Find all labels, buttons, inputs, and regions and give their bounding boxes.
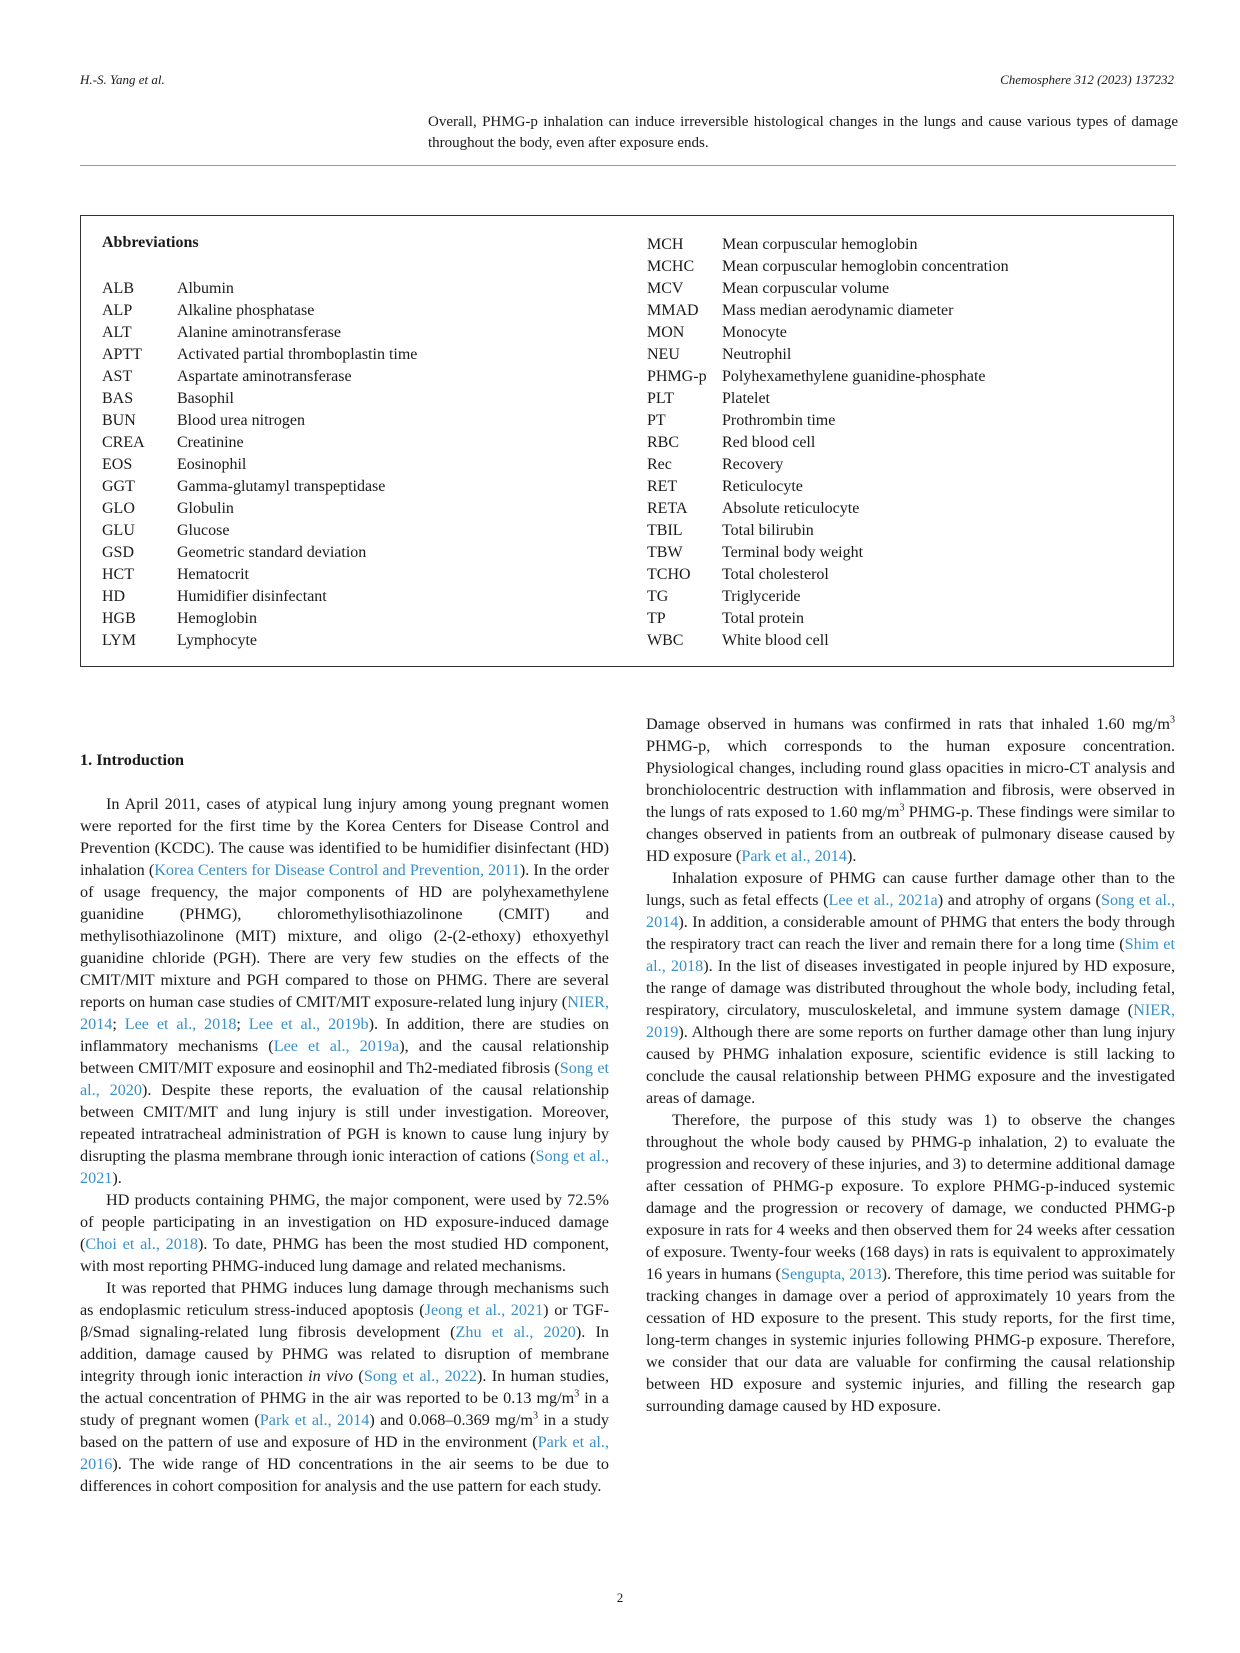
abbreviation-definition: Polyhexamethylene guanidine-phosphate xyxy=(722,368,986,385)
abbreviation-term: TCHO xyxy=(647,566,691,583)
citation-link[interactable]: Park et al., 2014 xyxy=(741,847,847,865)
abbreviation-row xyxy=(647,586,1009,608)
body-text: It was reported that PHMG induces lung damage through mechanisms such as endoplasmic reticulum stress-induced apoptosis ( xyxy=(80,1279,609,1319)
citation-link[interactable]: Choi et al., 2018 xyxy=(85,1235,199,1253)
body-text: ). In the order of usage frequency, the major components of HD are polyhexamethylene guanidine (PHMG), chloromethylisothiazolinone (CMIT) and methylisothiazolinone (MIT) mixture, and oligo (2-(2-ethoxy) ethoxyethyl guanidine chloride (PGH). There are very few studies on the effects of the CMIT/MIT mixture and PGH compared to those on PHMG. There are several reports on human case studies of CMIT/MIT exposure-related lung injury ( xyxy=(80,861,610,1011)
body-text: ). xyxy=(112,1169,122,1187)
abbreviation-definition: Triglyceride xyxy=(722,588,801,605)
abbreviation-definition: Monocyte xyxy=(722,324,787,341)
abbreviation-definition: Eosinophil xyxy=(177,456,247,473)
body-text: HD products containing PHMG, the major component, were used by 72.5% of people participating in an investigation on HD exposure-induced damage ( xyxy=(80,1191,609,1253)
abbreviation-row xyxy=(102,476,417,498)
body-text: ; xyxy=(112,1015,125,1033)
abbreviation-term: RETA xyxy=(647,500,688,517)
body-text: Inhalation exposure of PHMG can cause further damage other than to the lungs, such as fetal effects ( xyxy=(646,869,1175,909)
abbreviation-definition: Hematocrit xyxy=(177,566,249,583)
abbreviation-term: MMAD xyxy=(647,302,699,319)
body-text: ). xyxy=(846,847,857,865)
abbreviation-term: TP xyxy=(647,610,666,627)
superscript: 3 xyxy=(1170,714,1175,726)
abbreviation-row xyxy=(102,498,417,520)
body-text: ). To date, PHMG has been the most studied HD component, with most reporting PHMG-induced lung damage and related mechanisms. xyxy=(80,1235,609,1275)
abbreviation-definition: Mean corpuscular volume xyxy=(722,280,890,297)
abbreviation-definition: Hemoglobin xyxy=(177,610,257,627)
abbreviation-row xyxy=(647,234,1009,256)
citation-link[interactable]: Sengupta, 2013 xyxy=(780,1265,882,1283)
abbreviation-definition: Geometric standard deviation xyxy=(177,544,367,561)
abbreviation-definition: Alkaline phosphatase xyxy=(177,302,315,319)
citation-link[interactable]: Lee et al., 2018 xyxy=(124,1015,237,1033)
superscript: 3 xyxy=(574,1388,580,1400)
citation-link[interactable]: Lee et al., 2019a xyxy=(273,1037,400,1055)
abbreviation-row xyxy=(102,630,417,652)
citation-link[interactable]: Lee et al., 2021a xyxy=(828,891,938,909)
abbreviation-term: PLT xyxy=(647,390,674,407)
left-text-column xyxy=(80,749,609,1497)
citation-link[interactable]: Zhu et al., 2020 xyxy=(455,1323,576,1341)
body-text: ). In addition, damage caused by PHMG was related to disruption of membrane integrity through ionic interaction xyxy=(80,1323,609,1385)
abbreviation-term: ALP xyxy=(102,302,133,319)
abbreviation-definition: Lymphocyte xyxy=(177,632,257,649)
abbreviation-term: GSD xyxy=(102,544,135,561)
abbreviation-definition: Mass median aerodynamic diameter xyxy=(722,302,954,319)
abbreviation-row xyxy=(102,344,417,366)
abbreviation-definition: Aspartate aminotransferase xyxy=(177,368,352,385)
abbreviation-row xyxy=(102,564,417,586)
body-text: Damage observed in humans was confirmed in rats that inhaled 1.60 mg/m xyxy=(646,715,1170,733)
abbreviations-box xyxy=(80,215,1174,667)
page-number: 2 xyxy=(616,1590,624,1605)
intro-paragraph-6 xyxy=(646,1109,1175,1417)
abbreviation-row xyxy=(102,454,417,476)
abbreviation-row xyxy=(102,520,417,542)
abbreviation-row xyxy=(647,608,1009,630)
abbreviation-row xyxy=(647,476,1009,498)
abbreviation-row xyxy=(102,366,417,388)
intro-paragraph-3 xyxy=(80,1277,609,1497)
abbreviation-term: BAS xyxy=(102,390,134,407)
abbreviation-definition: Red blood cell xyxy=(722,434,816,451)
abbreviation-definition: Activated partial thromboplastin time xyxy=(177,346,418,363)
citation-link[interactable]: Song et al., 2020 xyxy=(80,1059,609,1099)
abbreviation-row xyxy=(647,520,1009,542)
abbreviation-term: NEU xyxy=(647,346,680,363)
abbreviation-term: HCT xyxy=(102,566,134,583)
abbreviation-definition: Mean corpuscular hemoglobin xyxy=(722,236,918,253)
abbreviation-term: GLO xyxy=(102,500,135,517)
abbreviation-term: Rec xyxy=(647,456,672,473)
body-text: Therefore, the purpose of this study was 1) to observe the changes throughout the whole body caused by PHMG-p inhalation, 2) to evaluate the progression and recovery of these injuries, and 3) to determine additional damage after cessation of PHMG-p exposure. To explore PHMG-p-induced systemic damage and the progression or recovery of damage, we conducted PHMG-p exposure in rats for 4 weeks and then observed them for 24 weeks after cessation of exposure. Twenty-four weeks (168 days) in rats is equivalent to approximately 16 years in humans ( xyxy=(646,1111,1175,1283)
intro-paragraph-5 xyxy=(646,867,1175,1109)
abbreviation-definition: Reticulocyte xyxy=(722,478,803,495)
right-text-column xyxy=(646,713,1175,1417)
abbreviation-term: HD xyxy=(102,588,126,605)
citation-link[interactable]: Jeong et al., 2021 xyxy=(424,1301,544,1319)
abbreviation-definition: Total bilirubin xyxy=(722,522,814,539)
abbreviation-definition: Absolute reticulocyte xyxy=(722,500,860,517)
abbreviation-definition: Gamma-glutamyl transpeptidase xyxy=(177,478,386,495)
body-text: In April 2011, cases of atypical lung injury among young pregnant women were reported for the first time by the Korea Centers for Disease Control and Prevention (KCDC). The cause was identified to be humidifier disinfectant (HD) inhalation ( xyxy=(80,795,609,879)
body-text: in a study based on the pattern of use and exposure of HD in the environment ( xyxy=(80,1411,609,1451)
abbreviation-term: MCH xyxy=(647,236,684,253)
abbreviation-row xyxy=(102,586,417,608)
abbreviation-term: GGT xyxy=(102,478,135,495)
section-heading-introduction: 1. Introduction xyxy=(80,751,185,769)
abbreviations-left-column xyxy=(102,278,417,652)
superscript: 3 xyxy=(533,1410,538,1422)
intro-paragraph-2 xyxy=(80,1189,609,1277)
body-text: ; xyxy=(236,1015,249,1033)
abbreviations-right-column xyxy=(647,234,1009,652)
abbreviation-term: ALB xyxy=(102,280,134,297)
abbreviation-row xyxy=(102,278,417,300)
body-text: ). Therefore, this time period was suitable for tracking changes in damage over a period of approximately 10 years from the cessation of HD exposure to the present. This study reports, for the first time, long-term changes in systemic injuries following PHMG-p exposure. Therefore, we consider that our data are valuable for confirming the causal relationship between HD exposure and systemic injuries, and filling the research gap surrounding damage caused by HD exposure. xyxy=(646,1265,1176,1415)
abbreviation-term: MON xyxy=(647,324,685,341)
citation-link[interactable]: Park et al., 2014 xyxy=(259,1411,370,1429)
abbreviation-row xyxy=(647,432,1009,454)
abbreviation-definition: Blood urea nitrogen xyxy=(177,412,305,429)
body-text: PHMG-p, which corresponds to the human exposure concentration. Physiological changes, including round glass opacities in micro-CT analysis and bronchiolocentric destruction with inflammation and fibrosis, were observed in the lungs of rats exposed to 1.60 mg/m xyxy=(646,737,1175,821)
abbreviation-definition: Total cholesterol xyxy=(722,566,829,583)
abbreviation-term: RBC xyxy=(647,434,680,451)
abbreviation-row xyxy=(647,410,1009,432)
header-divider xyxy=(80,165,1176,166)
superscript: 3 xyxy=(899,802,905,814)
intro-paragraph-1 xyxy=(80,793,609,1189)
body-text: ). Although there are some reports on further damage other than lung injury caused by PHMG inhalation exposure, scientific evidence is still lacking to conclude the causal relationship between PHMG exposure and the investigated areas of damage. xyxy=(646,1023,1175,1107)
abbreviation-term: TBW xyxy=(647,544,683,561)
citation-link[interactable]: Park et al., 2016 xyxy=(80,1433,609,1473)
abbreviation-term: WBC xyxy=(647,632,684,649)
abbreviation-term: TBIL xyxy=(647,522,683,539)
abbreviation-term: LYM xyxy=(102,632,136,649)
abbreviation-term: APTT xyxy=(102,346,142,363)
citation-link[interactable]: NIER, 2014 xyxy=(80,993,609,1033)
body-text: ). In addition, there are studies on inflammatory mechanisms ( xyxy=(80,1015,610,1055)
abbreviation-term: RET xyxy=(647,478,678,495)
abbreviation-term: PHMG-p xyxy=(647,368,707,385)
abbreviation-row xyxy=(102,608,417,630)
abbreviation-definition: Humidifier disinfectant xyxy=(177,588,327,605)
abbreviation-definition: Total protein xyxy=(722,610,804,627)
abbreviation-term: ALT xyxy=(102,324,132,341)
abbreviation-row xyxy=(647,542,1009,564)
abbreviation-term: AST xyxy=(102,368,133,385)
abbreviation-term: MCV xyxy=(647,280,684,297)
abbreviation-definition: Neutrophil xyxy=(722,346,792,363)
running-header-journal: Chemosphere 312 (2023) 137232 xyxy=(1000,72,1174,87)
abbreviation-row xyxy=(647,322,1009,344)
citation-link[interactable]: Korea Centers for Disease Control and Prevention, 2011 xyxy=(154,861,520,879)
body-text: ) and atrophy of organs ( xyxy=(937,891,1101,909)
body-text: ). The wide range of HD concentrations in the air seems to be due to differences in cohort composition for analysis and the use pattern for each study. xyxy=(80,1455,609,1495)
abbreviation-definition: Basophil xyxy=(177,390,234,407)
abbreviation-row xyxy=(647,344,1009,366)
citation-link[interactable]: Song et al., 2022 xyxy=(363,1367,477,1385)
abbreviation-definition: Terminal body weight xyxy=(722,544,864,561)
abbreviation-term: PT xyxy=(647,412,666,429)
citation-link[interactable]: Lee et al., 2019b xyxy=(248,1015,369,1033)
abbreviation-row xyxy=(647,278,1009,300)
abbreviation-definition: Platelet xyxy=(722,390,770,407)
body-text: ), and the causal relationship between CMIT/MIT exposure and eosinophil and Th2-mediated fibrosis ( xyxy=(80,1037,609,1077)
abbreviation-definition: Albumin xyxy=(177,280,234,297)
abbreviation-row xyxy=(647,256,1009,278)
abbreviation-row xyxy=(647,564,1009,586)
body-text: ). In human studies, the actual concentration of PHMG in the air was reported to be 0.13 mg/m xyxy=(80,1367,609,1407)
abstract-conclusion: Overall, PHMG-p inhalation can induce irreversible histological changes in the lungs and cause various types of damage throughout the body, even after exposure ends. xyxy=(428,114,1178,151)
running-header-authors: H.-S. Yang et al. xyxy=(80,72,165,87)
abbreviations-title: Abbreviations xyxy=(102,234,199,251)
body-text: ( xyxy=(353,1367,364,1385)
abbreviation-row xyxy=(102,300,417,322)
body-text: ) and 0.068–0.369 mg/m xyxy=(369,1411,533,1429)
citation-link[interactable]: Song et al., 2021 xyxy=(80,1147,609,1187)
italic-text: in vivo xyxy=(308,1367,354,1385)
abbreviation-definition: Creatinine xyxy=(177,434,244,451)
abbreviation-term: BUN xyxy=(102,412,136,429)
body-text: in a study of pregnant women ( xyxy=(80,1389,609,1429)
body-text: ). In the list of diseases investigated in people injured by HD exposure, the range of damage was distributed throughout the whole body, including fetal, respiratory, circulatory, musculoskeletal, and immune system damage ( xyxy=(646,957,1175,1019)
abbreviation-term: TG xyxy=(647,588,669,605)
abbreviation-term: CREA xyxy=(102,434,145,451)
abbreviation-row xyxy=(647,388,1009,410)
abbreviation-definition: Prothrombin time xyxy=(722,412,836,429)
abbreviation-term: HGB xyxy=(102,610,136,627)
abbreviation-definition: Glucose xyxy=(177,522,230,539)
body-text: ). Despite these reports, the evaluation of the causal relationship between CMIT/MIT and lung injury is still under investigation. Moreover, repeated intratracheal administration of PGH is known to cause lung injury by disrupting the plasma membrane through ionic interaction of cations ( xyxy=(80,1081,609,1165)
abbreviation-row xyxy=(102,322,417,344)
abbreviation-definition: Alanine aminotransferase xyxy=(177,324,341,341)
citation-link[interactable]: Song et al., 2014 xyxy=(646,891,1175,931)
abbreviation-definition: White blood cell xyxy=(722,632,829,649)
abbreviation-definition: Recovery xyxy=(722,456,784,473)
body-text: PHMG-p. These findings were similar to changes observed in patients from an outbreak of pulmonary disease caused by HD exposure ( xyxy=(646,803,1176,865)
body-text: ). In addition, a considerable amount of PHMG that enters the body through the respiratory tract can reach the liver and remain there for a long time ( xyxy=(646,913,1175,953)
abbreviation-row xyxy=(647,630,1009,652)
abbreviation-term: EOS xyxy=(102,456,133,473)
abbreviation-row xyxy=(647,454,1009,476)
abbreviation-definition: Globulin xyxy=(177,500,234,517)
abbreviation-row xyxy=(102,410,417,432)
abbreviation-row xyxy=(647,498,1009,520)
abbreviation-row xyxy=(647,300,1009,322)
citation-link[interactable]: Shim et al., 2018 xyxy=(646,935,1175,975)
intro-paragraph-4 xyxy=(646,713,1175,867)
abbreviation-definition: Mean corpuscular hemoglobin concentration xyxy=(722,258,1009,275)
abbreviation-term: MCHC xyxy=(647,258,695,275)
citation-link[interactable]: NIER, 2019 xyxy=(646,1001,1175,1041)
abbreviation-row xyxy=(102,388,417,410)
abbreviation-row xyxy=(102,542,417,564)
body-text: ) or TGF-β/Smad signaling-related lung fibrosis development ( xyxy=(80,1301,609,1341)
abbreviation-row xyxy=(102,432,417,454)
abbreviation-term: GLU xyxy=(102,522,135,539)
abbreviation-row xyxy=(647,366,1009,388)
